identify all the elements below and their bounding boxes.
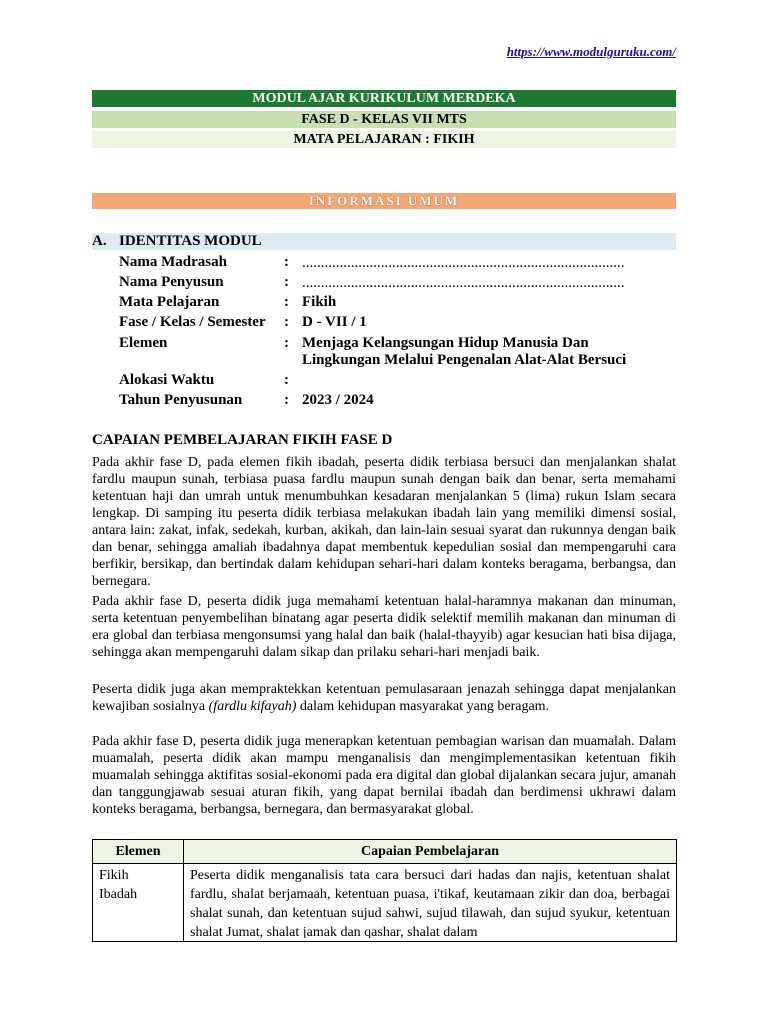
info-banner: INFORMASI UMUM — [92, 193, 676, 209]
identity-label: Nama Madrasah — [119, 254, 227, 270]
section-title: IDENTITAS MODUL — [119, 233, 262, 249]
capaian-heading: CAPAIAN PEMBELAJARAN FIKIH FASE D — [92, 432, 393, 448]
identity-label: Elemen — [119, 335, 168, 351]
elemen-line-2: Ibadah — [99, 887, 138, 902]
identity-label: Fase / Kelas / Semester — [119, 314, 266, 330]
capaian-table — [92, 839, 677, 942]
paragraph-4: Pada akhir fase D, peserta didik juga menerapkan ketentuan pembagian warisan dan muamalah. Dalam muamalah, peserta didik akan mampu menganalisis dan mengimplementasikan ketentuan fikih muamalah sehingga aktifitas sosial-ekonomi pada era digital dan global dijalankan secara jujur, amanah dan tanggungjawab sesuai aturan fikih, yang dapat bernilai ibadah dan berdimensi ukhrawi dalam konteks beragama, berbangsa, bernegara, dan bermasyarakat global. — [92, 734, 676, 817]
identity-colon: : — [284, 335, 289, 351]
identity-label: Mata Pelajaran — [119, 294, 220, 310]
table-header-row — [93, 840, 677, 864]
phase-banner: FASE D - KELAS VII MTS — [92, 111, 676, 128]
elemen-line-1: Fikih — [99, 868, 129, 883]
identity-value: ...................................................................................... — [302, 275, 625, 291]
table-row — [93, 864, 677, 942]
identity-colon: : — [284, 254, 289, 270]
section-a-header — [92, 233, 676, 250]
identity-colon: : — [284, 294, 289, 310]
identity-value: Menjaga Kelangsungan Hidup Manusia Dan — [302, 335, 589, 351]
identity-value-line2: Lingkungan Melalui Pengenalan Alat-Alat Bersuci — [302, 352, 627, 368]
table-header-elemen: Elemen — [93, 840, 184, 864]
title-banner: MODUL AJAR KURIKULUM MERDEKA — [92, 90, 676, 107]
identity-value: Fikih — [302, 294, 337, 310]
paragraph-1: Pada akhir fase D, pada elemen fikih ibadah, peserta didik terbiasa bersuci dan menjalankan shalat fardlu maupun sunah, terbiasa puasa fardlu maupun sunah dengan baik dan benar, serta memahami ketentuan haji dan umrah untuk menumbuhkan kesadaran menjalankan 5 (lima) rukun Islam secara lengkap. Di samping itu peserta didik terbiasa melakukan ibadah lain yang memiliki dimensi sosial, antara lain: zakat, infak, sedekah, kurban, akikah, dan lain-lain sesuai syarat dan rukunnya dengan baik dan benar, sehingga amaliah ibadahnya dapat membentuk kepedulian sosial dan mempengaruhi cara berfikir, bersikap, dan bertindak dalam kehidupan sehari-hari dalam konteks beragama, berbangsa, dan bernegara. — [92, 455, 676, 589]
identity-colon: : — [284, 274, 289, 290]
section-number: A. — [92, 233, 107, 249]
paragraph-2: Pada akhir fase D, peserta didik juga memahami ketentuan halal-haramnya makanan dan minuman, serta ketentuan penyembelihan binatang agar peserta didik selektif memilih makanan dan minuman di era global dan terbiasa mengonsumsi yang halal dan baik (halal-thayyib) agar kesucian hati bisa dijaga, sehingga akan mempengaruhi dalam sikap dan prilaku sehari-hari menjadi baik. — [92, 594, 676, 660]
paragraph-3-text-a: Peserta didik juga akan mempraktekkan ketentuan pemulasaraan jenazah sehingga dapat menjalankan kewajiban sosialnya — [92, 682, 676, 714]
identity-value: 2023 / 2024 — [302, 392, 374, 408]
identity-colon: : — [284, 392, 289, 408]
identity-label: Tahun Penyusunan — [119, 392, 243, 408]
website-link[interactable]: https://www.modulguruku.com/ — [506, 44, 676, 59]
table-cell-elemen — [93, 864, 184, 942]
identity-value: D - VII / 1 — [302, 314, 367, 330]
subject-banner: MATA PELAJARAN : FIKIH — [92, 131, 676, 148]
table-header-capaian: Capaian Pembelajaran — [184, 840, 677, 864]
identity-colon: : — [284, 372, 289, 388]
paragraph-3-text-b: dalam kehidupan masyarakat yang beragam. — [296, 699, 550, 714]
identity-colon: : — [284, 314, 289, 330]
table-cell-capaian — [184, 864, 677, 942]
capaian-text: Peserta didik menganalisis tata cara bersuci dari hadas dan najis, ketentuan shalat fardlu, shalat berjamaah, ketentuan puasa, i'tikaf, keutamaan zikir dan doa, berbagai shalat sunah, dan ketentuan sujud sahwi, sujud tilawah, dan sujud syukur, ketentuan shalat Jumat, shalat jamak dan qashar, shalat dalam — [190, 868, 670, 938]
identity-label: Alokasi Waktu — [119, 372, 215, 388]
paragraph-3 — [92, 681, 676, 715]
identity-label: Nama Penyusun — [119, 274, 224, 290]
identity-value: ...................................................................................... — [302, 255, 625, 271]
paragraph-3-italic: (fardlu kifayah) — [208, 699, 297, 714]
